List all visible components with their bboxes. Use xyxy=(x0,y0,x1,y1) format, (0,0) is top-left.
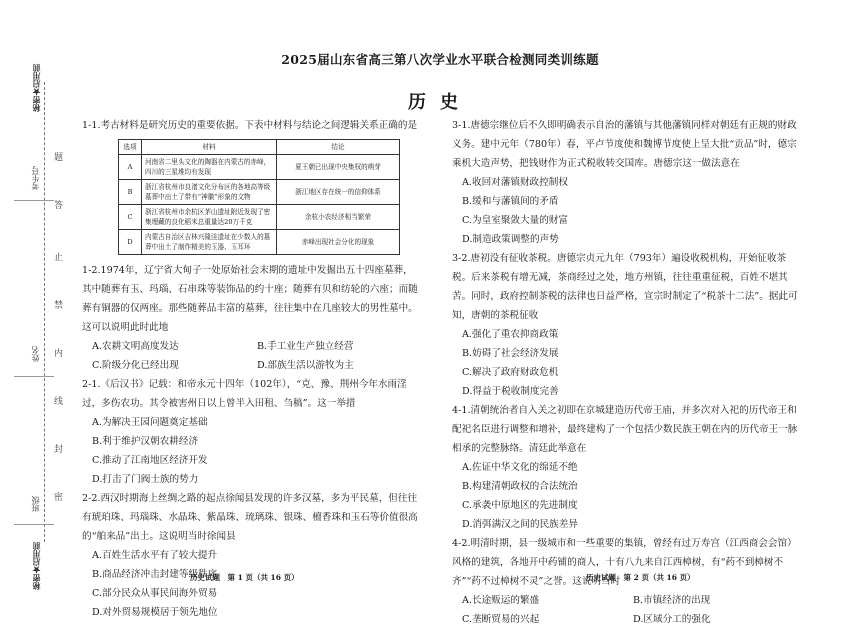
option-b: B.构建清朝政权的合法统治 xyxy=(462,481,578,492)
bottom-secret-mark: 秘密★启用前 xyxy=(31,542,41,590)
option-a: A.强化了重农抑商政策 xyxy=(462,329,559,340)
question-1-1 xyxy=(82,116,422,255)
option-a: A.长途贩运的繁盛 xyxy=(462,595,540,606)
subject-title: 历史 xyxy=(408,92,472,113)
name-blank xyxy=(14,376,54,377)
table-row xyxy=(119,180,400,205)
table-cell: 内蒙古自治区吉林兴隆洼遗址在少数人的墓葬中出土了制作精美的玉器、玉耳环 xyxy=(142,230,277,255)
seal-word: 密 xyxy=(54,493,64,503)
table-cell: 赤峰出现社会分化的现象 xyxy=(277,230,400,255)
page-footer-right: 历史试题 第 2 页（共 16 页） xyxy=(586,573,695,582)
option-a: A.佐证中华文化的绵延不绝 xyxy=(462,462,578,473)
option-d: D.部族生活以游牧为主 xyxy=(257,360,354,371)
table-cell: A xyxy=(119,155,142,180)
table-cell: 夏王朝已出现中央集权的萌芽 xyxy=(277,155,400,180)
left-column xyxy=(82,116,422,622)
table-header-row xyxy=(119,140,400,155)
seal-word: 止 xyxy=(54,253,64,263)
table-header: 材料 xyxy=(142,140,277,155)
label-name: 姓名 xyxy=(31,346,40,362)
option-c: C.解决了政府财政危机 xyxy=(462,367,559,378)
question-stem: 4-1.清朝统治者自入关之初即在京城建造历代帝王庙，并多次对入祀的历代帝王和配祀名臣进行调整和增补，最终建构了一个包括少数民族王朝在内的历代帝王一脉相承的完整脉络。清廷此举意在 xyxy=(452,405,798,454)
option-c: C.阶级分化已经出现 xyxy=(92,360,179,371)
right-column xyxy=(452,116,804,629)
option-d: D.打击了门阀士族的势力 xyxy=(92,474,199,485)
table-header: 结论 xyxy=(277,140,400,155)
question-stem: 1-2.1974年，辽宁省大甸子一处原始社会末期的遗址中发掘出五十四座墓葬，其中随葬有玉、玛瑙、石串珠等装饰品的约十座；随葬有贝和纺轮的六座；而随葬有铜器的仅两座。那些随葬品丰富的墓葬，往往集中在几座较大的男性墓中。这可以说明此时此地 xyxy=(82,265,418,333)
option-a: A.农耕文明高度发达 xyxy=(92,341,179,352)
table-cell: 浙江省杭州市余杭区茅山遗址附近发现了密集埋藏的良化稻米总重量达20万千克 xyxy=(142,205,277,230)
table-row xyxy=(119,230,400,255)
seal-word: 封 xyxy=(54,445,64,455)
option-d: D.对外贸易规模居于领先地位 xyxy=(92,607,218,618)
cut-line xyxy=(44,82,45,542)
option-b: B.妨碍了社会经济发展 xyxy=(462,348,559,359)
option-c: C.为皇室聚敛大量的财富 xyxy=(462,215,568,226)
option-b: B.商品经济冲击封建等级秩序 xyxy=(92,569,218,580)
seal-word: 答 xyxy=(54,201,64,211)
question-stem: 3-2.唐初没有征收茶税。唐德宗贞元九年（793年）遍设收税机构，开始征收茶税。后来茶税有增无减，茶商经过之处，地方州镇，往往重重征税，百姓不堪其苦。同时，政府控制茶税的法律也日益严格，宣宗时制定了“税茶十二法”。据此可知，唐朝的茶税征收 xyxy=(452,253,798,321)
label-class: 班级 xyxy=(31,496,40,512)
option-b: B.手工业生产独立经营 xyxy=(257,341,354,352)
option-d: D.消弭满汉之间的民族差异 xyxy=(462,519,578,530)
option-c: C.垄断贸易的兴起 xyxy=(462,614,540,625)
option-c: C.承袭中原地区的先进制度 xyxy=(462,500,578,511)
option-c: C.推动了江南地区经济开发 xyxy=(92,455,208,466)
option-b: B.缓和与藩镇间的矛盾 xyxy=(462,196,559,207)
page-header xyxy=(60,50,820,114)
option-b: B.利于维护汉朝农耕经济 xyxy=(92,436,199,447)
table-cell: C xyxy=(119,205,142,230)
table-header: 选项 xyxy=(119,140,142,155)
table-row xyxy=(119,205,400,230)
option-a: A.收回对藩镇财政控制权 xyxy=(462,177,568,188)
question-3-2 xyxy=(452,249,804,401)
question-stem: 2-2.西汉时期海上丝绸之路的起点徐闻县发现的许多汉墓，多为平民墓，但往往有琥珀珠、玛瑙珠、水晶珠、紫晶珠、琉璃珠、银珠、檀香珠和玉石等价值很高的“舶来品”出土。这说明当时徐闻县 xyxy=(82,493,418,542)
question-1-2 xyxy=(82,261,422,375)
binding-strip xyxy=(0,0,64,612)
option-a: A.为解决王园问题奠定基础 xyxy=(92,417,208,428)
option-b: B.市镇经济的出现 xyxy=(633,595,711,606)
table-cell: 浙江省杭州市良渚文化分布区的各地高等级墓葬中出土了带有“神徽”形象的文物 xyxy=(142,180,277,205)
seal-word: 题 xyxy=(54,153,64,163)
seal-word: 线 xyxy=(54,397,64,407)
option-d: D.得益于税收制度完善 xyxy=(462,386,559,397)
option-c: C.部分民众从事民间海外贸易 xyxy=(92,588,218,599)
class-blank xyxy=(14,524,54,525)
table-cell: 河南省二里头文化的陶器在内蒙古的赤峰，四川的三星堆均有发现 xyxy=(142,155,277,180)
page-footer-left: 历史试题 第 1 页（共 16 页） xyxy=(190,573,299,582)
question-3-1 xyxy=(452,116,804,249)
table-cell: 余杭小农经济相当繁荣 xyxy=(277,205,400,230)
option-a: A.百姓生活水平有了较大提升 xyxy=(92,550,218,561)
exam-number-blank xyxy=(14,200,54,201)
question-stem: 2-1.《后汉书》记载：和帝永元十四年（102年），“克、豫、荆州今年水雨淫过，多伤农功。其令被害州日以上曾半入田租、刍稿”。这一举措 xyxy=(82,379,407,409)
top-secret-mark: 秘密★启用前 xyxy=(31,64,41,112)
options xyxy=(452,591,804,629)
exam-title: 2025届山东省高三第八次学业水平联合检测同类训练题 xyxy=(281,52,599,67)
label-exam-number: 考生号 xyxy=(31,166,40,190)
question-4-1 xyxy=(452,401,804,534)
seal-word: 禁 xyxy=(54,301,64,311)
table-cell: B xyxy=(119,180,142,205)
material-table xyxy=(118,139,400,255)
question-stem: 4-2.明清时期，县一级城市和一些重要的集镇，曾经有过万寿宫（江西商会会馆）风格的建筑，各地开中药铺的商人，十有八九来自江西樟树，有“药不到樟树不齐”“药不过樟树不灵”之誉。这说明当时 xyxy=(452,538,797,587)
seal-word: 内 xyxy=(54,349,64,359)
options xyxy=(82,337,422,375)
question-2-1 xyxy=(82,375,422,489)
question-2-2 xyxy=(82,489,422,622)
question-stem: 3-1.唐德宗继位后不久即明确表示自治的藩镇与其他藩镇同样对朝廷有正规的财政义务。建中元年（780年）春，平卢节度使和魏博节度使上呈大批“贡品”时，德宗乘机大造声势，把钱财作为正式税收转交国库。唐德宗这一做法意在 xyxy=(452,120,797,169)
table-cell: 浙江地区存在统一的信仰体系 xyxy=(277,180,400,205)
table-row xyxy=(119,155,400,180)
option-d: D.区域分工的强化 xyxy=(633,614,711,625)
option-d: D.制造政策调整的声势 xyxy=(462,234,559,245)
question-stem: 1-1.考古材料是研究历史的重要依据。下表中材料与结论之间逻辑关系正确的是 xyxy=(82,120,418,131)
table-cell: D xyxy=(119,230,142,255)
